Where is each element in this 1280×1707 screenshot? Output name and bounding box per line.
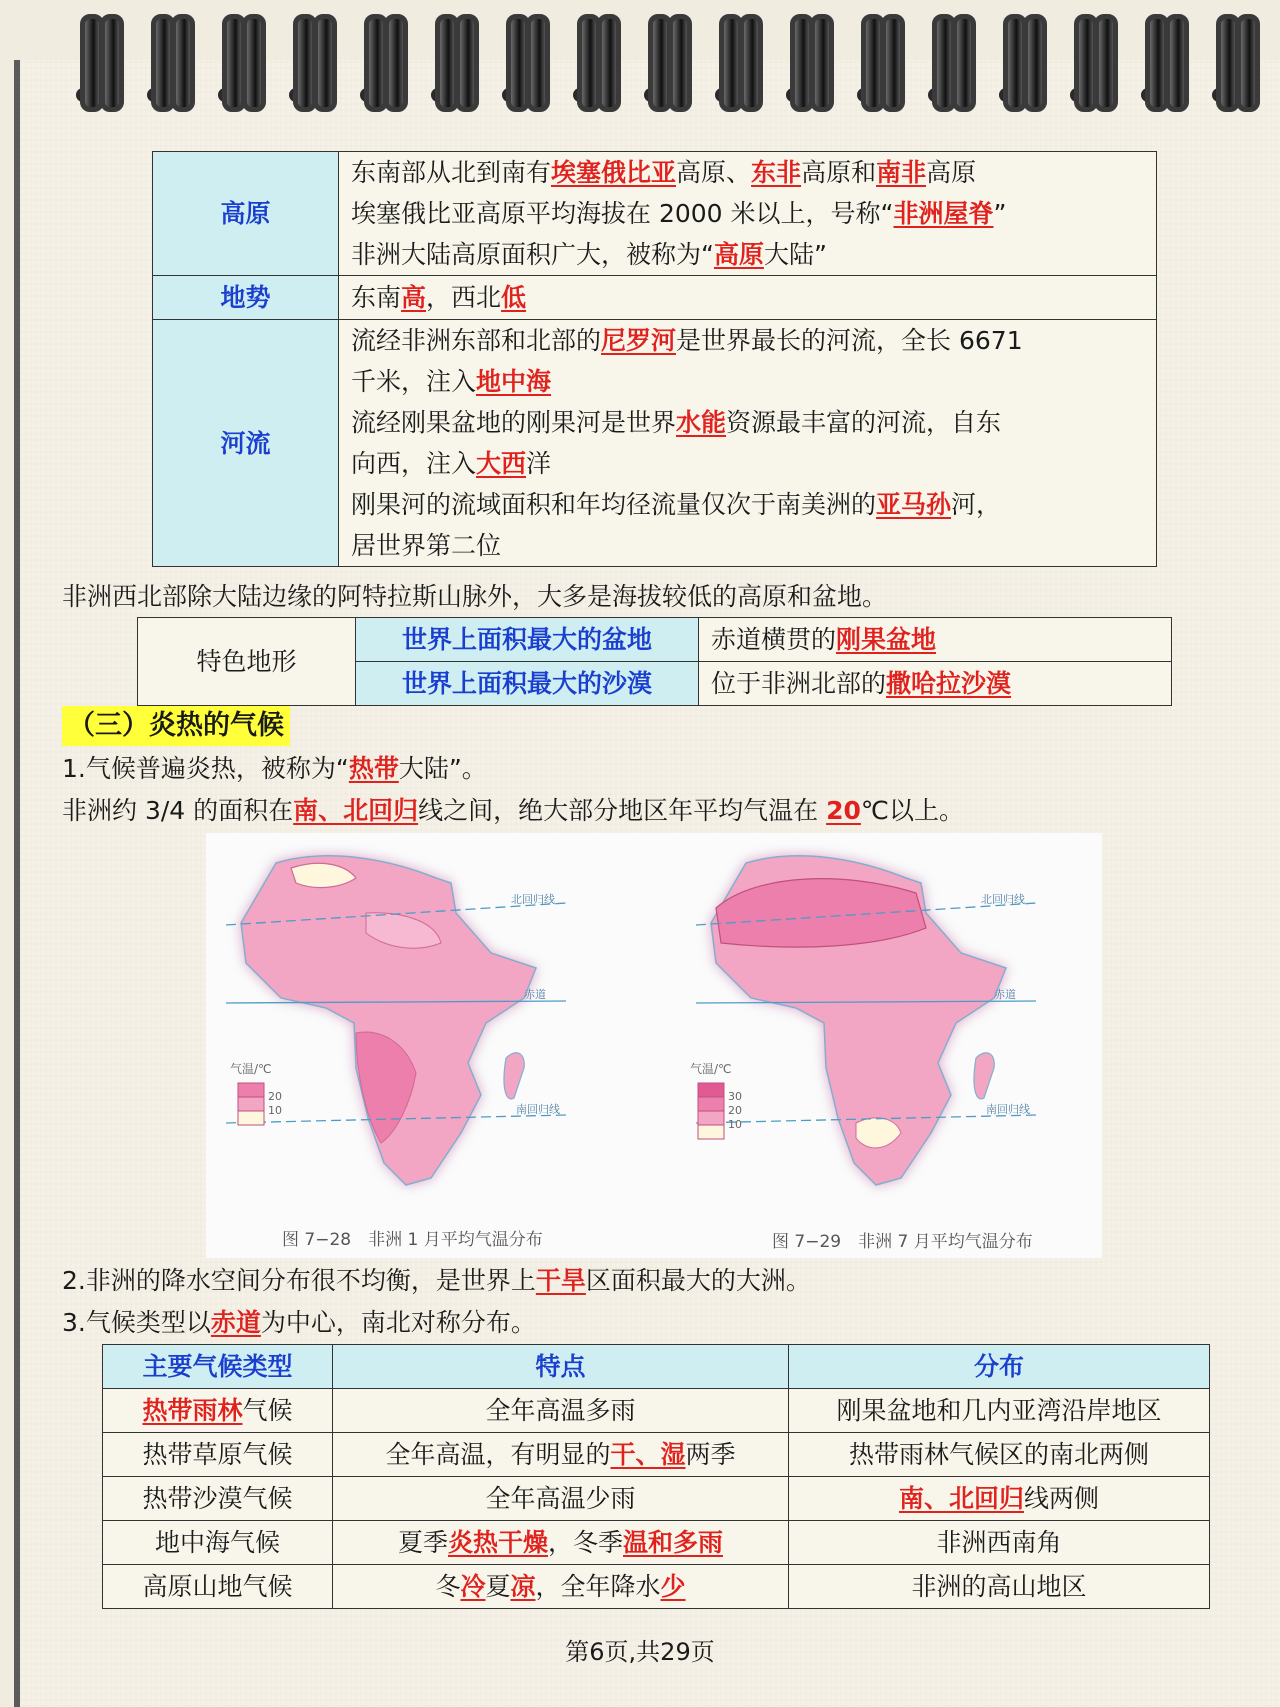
landform-table bbox=[152, 151, 1157, 567]
text-run: 热带雨林气候区的南北两侧 bbox=[848, 1440, 1149, 1469]
rich-cell bbox=[339, 320, 1157, 567]
binding-ring bbox=[1165, 14, 1189, 112]
table-row bbox=[153, 152, 1157, 276]
cell-line bbox=[351, 320, 1144, 361]
text-run: 流经非洲东部和北部的 bbox=[351, 326, 602, 355]
text-run: 1.气候普遍炎热，被称为“ bbox=[62, 754, 349, 783]
text-run: 大陆” bbox=[763, 240, 827, 269]
desert-key: 世界上面积最大的沙漠 bbox=[356, 662, 699, 706]
july-map bbox=[690, 856, 1036, 1185]
binding-ring bbox=[171, 14, 195, 112]
binding-ring bbox=[597, 14, 621, 112]
distribution-cell bbox=[789, 1521, 1210, 1565]
equator-label: 赤道 bbox=[524, 988, 546, 1001]
text-run: ，全年降水 bbox=[535, 1572, 661, 1601]
binding-ring bbox=[739, 14, 763, 112]
text-run: 非洲大陆高原面积广大，被称为“ bbox=[351, 240, 714, 269]
highlight-term: 南、北回归 bbox=[898, 1484, 1024, 1513]
africa-maps-figure bbox=[206, 833, 1102, 1258]
table-row bbox=[138, 618, 1172, 662]
text-run: ” bbox=[993, 199, 1007, 228]
highlight-term: 东非 bbox=[751, 158, 802, 187]
highlight-term: 撒哈拉沙漠 bbox=[886, 669, 1012, 698]
tropic-capricorn-label: 南回归线 bbox=[986, 1103, 1030, 1116]
text-run: 高原 bbox=[926, 158, 977, 187]
basin-value bbox=[699, 618, 1172, 662]
january-map bbox=[226, 856, 566, 1185]
legend-title: 气温/℃ bbox=[690, 1062, 732, 1076]
highlight-term: 低 bbox=[501, 283, 527, 312]
text-run: 两季 bbox=[685, 1440, 736, 1469]
text-run: 洋 bbox=[526, 449, 552, 478]
legend-label: 20 bbox=[268, 1090, 282, 1103]
binding-ring bbox=[1094, 14, 1118, 112]
text-run: 河， bbox=[951, 490, 1002, 519]
text-run: 刚果河的流域面积和年均径流量仅次于南美洲的 bbox=[351, 490, 877, 519]
text-run: 高原山地气候 bbox=[142, 1572, 293, 1601]
distribution-cell bbox=[789, 1477, 1210, 1521]
text-run: 赤道横贯的 bbox=[711, 625, 837, 654]
text-run: 东南部从北到南有 bbox=[351, 158, 552, 187]
highlight-term: 热带雨林 bbox=[142, 1396, 243, 1425]
text-run: 夏 bbox=[485, 1572, 511, 1601]
binding-ring bbox=[455, 14, 479, 112]
distribution-cell bbox=[789, 1433, 1210, 1477]
section-title: （三）炎热的气候 bbox=[62, 706, 290, 746]
text-run: 线之间，绝大部分地区年平均气温在 bbox=[418, 796, 827, 825]
legend-label: 10 bbox=[268, 1104, 282, 1117]
legend-swatch bbox=[238, 1097, 264, 1111]
highlight-term: 尼罗河 bbox=[601, 326, 677, 355]
highlight-term: 地中海 bbox=[476, 367, 552, 396]
legend-swatch bbox=[698, 1083, 724, 1097]
equator-label: 赤道 bbox=[994, 988, 1016, 1001]
highlight-term: 大西 bbox=[476, 449, 527, 478]
climate-type-cell bbox=[103, 1521, 333, 1565]
rich-cell bbox=[339, 152, 1157, 276]
right-map-caption: 图 7−29 非洲 7 月平均气温分布 bbox=[772, 1232, 1033, 1252]
special-landform-label: 特色地形 bbox=[138, 618, 356, 706]
highlight-term: 凉 bbox=[510, 1572, 536, 1601]
table-row bbox=[103, 1433, 1210, 1477]
highlight-term: 刚果盆地 bbox=[836, 625, 937, 654]
tropic-cancer-label: 北回归线 bbox=[981, 893, 1025, 906]
legend-swatch bbox=[698, 1097, 724, 1111]
table-row bbox=[103, 1477, 1210, 1521]
desert-value bbox=[699, 662, 1172, 706]
text-run: 区面积最大的大洲。 bbox=[585, 1266, 811, 1295]
text-run: 高原和 bbox=[801, 158, 877, 187]
highlight-term: 温和多雨 bbox=[623, 1528, 724, 1557]
highlight-term: 赤道 bbox=[210, 1308, 261, 1337]
text-run: ，冬季 bbox=[548, 1528, 624, 1557]
legend-title: 气温/℃ bbox=[230, 1062, 272, 1076]
binding-ring bbox=[1236, 14, 1260, 112]
highlight-term: 南、北回归 bbox=[293, 796, 419, 825]
header-climate-type: 主要气候类型 bbox=[103, 1345, 333, 1389]
tropic-capricorn-label: 南回归线 bbox=[516, 1103, 560, 1116]
highlight-term: 水能 bbox=[676, 408, 727, 437]
text-run: 流经刚果盆地的刚果河是世界 bbox=[351, 408, 677, 437]
cell-line bbox=[351, 234, 1144, 275]
text-run: 非洲的高山地区 bbox=[911, 1572, 1087, 1601]
special-landform-table bbox=[137, 617, 1172, 706]
rich-cell bbox=[339, 276, 1157, 320]
climate-line-3 bbox=[62, 1260, 811, 1301]
highlight-term: 非洲屋脊 bbox=[893, 199, 994, 228]
text-run: 刚果盆地和几内亚湾沿岸地区 bbox=[836, 1396, 1162, 1425]
cell-line bbox=[351, 443, 1144, 484]
header-distribution: 分布 bbox=[789, 1345, 1210, 1389]
binding-ring bbox=[810, 14, 834, 112]
table-row bbox=[103, 1521, 1210, 1565]
binding-ring bbox=[881, 14, 905, 112]
highlight-term: 高 bbox=[401, 283, 427, 312]
highlight-term: 20 bbox=[826, 796, 861, 825]
binding-ring bbox=[952, 14, 976, 112]
text-run: 非洲西南角 bbox=[936, 1528, 1062, 1557]
text-run: 夏季 bbox=[397, 1528, 448, 1557]
text-run: 全年高温少雨 bbox=[485, 1484, 636, 1513]
cell-line bbox=[351, 277, 1144, 318]
text-run: 地中海气候 bbox=[154, 1528, 280, 1557]
legend-label: 10 bbox=[728, 1118, 742, 1131]
basin-key: 世界上面积最大的盆地 bbox=[356, 618, 699, 662]
feature-cell bbox=[333, 1477, 789, 1521]
cell-line bbox=[351, 361, 1144, 402]
text-run: 高原、 bbox=[676, 158, 752, 187]
distribution-cell bbox=[789, 1565, 1210, 1609]
text-run: 是世界最长的河流，全长 6671 bbox=[676, 326, 1023, 355]
text-run: 埃塞俄比亚高原平均海拔在 2000 米以上，号称“ bbox=[351, 199, 894, 228]
highlight-term: 埃塞俄比亚 bbox=[551, 158, 677, 187]
text-run: 居世界第二位 bbox=[351, 531, 502, 560]
text-run: 2.非洲的降水空间分布很不均衡，是世界上 bbox=[62, 1266, 536, 1295]
climate-table bbox=[102, 1344, 1210, 1609]
feature-cell bbox=[333, 1521, 789, 1565]
binding-ring bbox=[313, 14, 337, 112]
cell-line bbox=[351, 484, 1144, 525]
row-header-river: 河流 bbox=[153, 320, 339, 567]
legend-swatch bbox=[698, 1111, 724, 1125]
highlight-term: 炎热干燥 bbox=[447, 1528, 548, 1557]
highlight-term: 少 bbox=[660, 1572, 686, 1601]
text-run: 气候 bbox=[242, 1396, 293, 1425]
text-run: 千米，注入 bbox=[351, 367, 477, 396]
cell-line bbox=[351, 402, 1144, 443]
temperature-maps bbox=[206, 833, 1102, 1258]
highlight-term: 高原 bbox=[713, 240, 764, 269]
binding-ring bbox=[100, 14, 124, 112]
text-run: 位于非洲北部的 bbox=[711, 669, 887, 698]
cell-line bbox=[351, 193, 1144, 234]
text-run: 3.气候类型以 bbox=[62, 1308, 211, 1337]
table-header-row bbox=[103, 1345, 1210, 1389]
climate-line-2 bbox=[62, 790, 964, 831]
text-run: 线两侧 bbox=[1024, 1484, 1100, 1513]
table-row bbox=[103, 1565, 1210, 1609]
binding-ring bbox=[242, 14, 266, 112]
climate-line-1 bbox=[62, 748, 487, 789]
distribution-cell bbox=[789, 1389, 1210, 1433]
table-row bbox=[153, 320, 1157, 567]
legend-label: 20 bbox=[728, 1104, 742, 1117]
text-run: 非洲约 3/4 的面积在 bbox=[62, 796, 294, 825]
text-run: ℃以上。 bbox=[860, 796, 964, 825]
text-run: 热带草原气候 bbox=[142, 1440, 293, 1469]
climate-type-cell bbox=[103, 1477, 333, 1521]
header-feature: 特点 bbox=[333, 1345, 789, 1389]
text-run: 东南 bbox=[351, 283, 402, 312]
legend-swatch bbox=[238, 1111, 264, 1125]
binding-ring bbox=[384, 14, 408, 112]
text-run: 资源最丰富的河流，自东 bbox=[726, 408, 1002, 437]
text-run: 全年高温，有明显的 bbox=[385, 1440, 611, 1469]
text-run: 冬 bbox=[435, 1572, 461, 1601]
highlight-term: 热带 bbox=[348, 754, 399, 783]
text-run: 大陆”。 bbox=[398, 754, 487, 783]
climate-type-cell bbox=[103, 1433, 333, 1477]
highlight-term: 干、湿 bbox=[610, 1440, 686, 1469]
tropic-cancer-label: 北回归线 bbox=[511, 893, 555, 906]
text-run: ，西北 bbox=[426, 283, 502, 312]
northwest-note: 非洲西北部除大陆边缘的阿特拉斯山脉外，大多是海拔较低的高原和盆地。 bbox=[62, 582, 888, 611]
page-number: 第6页,共29页 bbox=[565, 1638, 715, 1666]
text-run: 向西，注入 bbox=[351, 449, 477, 478]
feature-cell bbox=[333, 1433, 789, 1477]
text-run: 热带沙漠气候 bbox=[142, 1484, 293, 1513]
spiral-binding bbox=[0, 0, 1280, 130]
binding-ring bbox=[668, 14, 692, 112]
table-row bbox=[103, 1389, 1210, 1433]
binding-ring bbox=[1023, 14, 1047, 112]
highlight-term: 冷 bbox=[460, 1572, 486, 1601]
text-run: 为中心，南北对称分布。 bbox=[260, 1308, 536, 1337]
row-header-terrain: 地势 bbox=[153, 276, 339, 320]
feature-cell bbox=[333, 1389, 789, 1433]
table-row bbox=[153, 276, 1157, 320]
climate-type-cell bbox=[103, 1565, 333, 1609]
climate-type-cell bbox=[103, 1389, 333, 1433]
legend-swatch bbox=[698, 1125, 724, 1139]
row-header-plateau: 高原 bbox=[153, 152, 339, 276]
cell-line bbox=[351, 525, 1144, 566]
legend-swatch bbox=[238, 1083, 264, 1097]
cell-line bbox=[351, 152, 1144, 193]
climate-line-4 bbox=[62, 1302, 536, 1343]
highlight-term: 干旱 bbox=[535, 1266, 586, 1295]
feature-cell bbox=[333, 1565, 789, 1609]
legend-label: 30 bbox=[728, 1090, 742, 1103]
binding-ring bbox=[526, 14, 550, 112]
highlight-term: 南非 bbox=[876, 158, 927, 187]
highlight-term: 亚马孙 bbox=[876, 490, 952, 519]
text-run: 全年高温多雨 bbox=[485, 1396, 636, 1425]
left-map-caption: 图 7−28 非洲 1 月平均气温分布 bbox=[282, 1230, 543, 1250]
